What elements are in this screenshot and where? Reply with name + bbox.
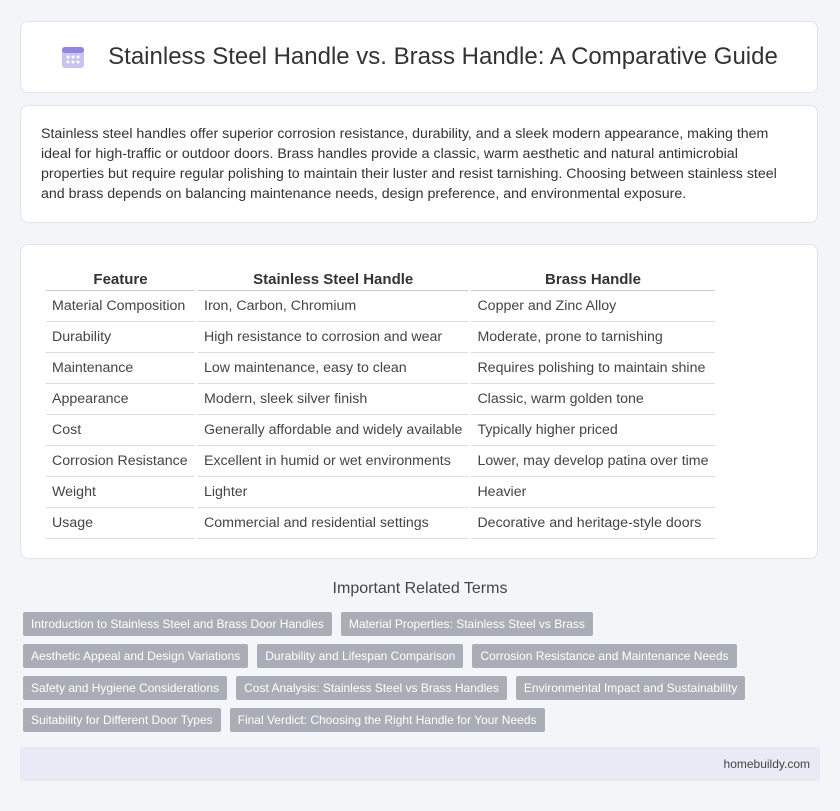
table-row <box>46 322 715 353</box>
table-cell: Commercial and residential settings <box>198 508 468 539</box>
footer-site-link[interactable]: homebuildy.com <box>723 757 810 771</box>
related-term-tag[interactable]: Durability and Lifespan Comparison <box>257 644 463 668</box>
header-feature: Feature <box>46 267 195 291</box>
related-terms-title: Important Related Terms <box>332 580 508 597</box>
table-row <box>46 415 715 446</box>
title-card <box>20 21 818 93</box>
table-cell: Cost <box>46 415 195 446</box>
related-term-tag[interactable]: Suitability for Different Door Types <box>23 708 221 732</box>
table-cell: Usage <box>46 508 195 539</box>
table-cell: Iron, Carbon, Chromium <box>198 291 468 322</box>
table-cell: High resistance to corrosion and wear <box>198 322 468 353</box>
table-cell: Appearance <box>46 384 195 415</box>
table-cell: Generally affordable and widely available <box>198 415 468 446</box>
header-brass: Brass Handle <box>471 267 714 291</box>
table-row <box>46 508 715 539</box>
table-cell: Lighter <box>198 477 468 508</box>
table-cell: Excellent in humid or wet environments <box>198 446 468 477</box>
table-row <box>46 353 715 384</box>
table-cell: Classic, warm golden tone <box>471 384 714 415</box>
related-term-tag[interactable]: Material Properties: Stainless Steel vs Brass <box>341 612 593 636</box>
comparison-card <box>20 244 818 559</box>
table-cell: Corrosion Resistance <box>46 446 195 477</box>
table-cell: Heavier <box>471 477 714 508</box>
calendar-icon <box>60 44 86 70</box>
table-row <box>46 477 715 508</box>
related-terms-list <box>23 612 823 732</box>
related-term-tag[interactable]: Cost Analysis: Stainless Steel vs Brass Handles <box>236 676 507 700</box>
intro-text: Stainless steel handles offer superior corrosion resistance, durability, and a sleek modern appearance, making them ideal for high-traffic or outdoor doors. Brass handles provide a classic, warm aesthetic and natural antimicrobial properties but require regular polishing to maintain their luster and resist tarnishing. Choosing between stainless steel and brass depends on balancing maintenance needs, design preference, and environmental exposure. <box>41 126 777 202</box>
table-cell: Decorative and heritage-style doors <box>471 508 714 539</box>
table-row <box>46 446 715 477</box>
related-term-tag[interactable]: Aesthetic Appeal and Design Variations <box>23 644 248 668</box>
related-term-tag[interactable]: Safety and Hygiene Considerations <box>23 676 227 700</box>
table-cell: Material Composition <box>46 291 195 322</box>
table-cell: Typically higher priced <box>471 415 714 446</box>
table-cell: Weight <box>46 477 195 508</box>
intro-card <box>20 105 818 223</box>
title-wrap <box>21 22 817 92</box>
related-term-tag[interactable]: Final Verdict: Choosing the Right Handle for Your Needs <box>230 708 545 732</box>
table-cell: Moderate, prone to tarnishing <box>471 322 714 353</box>
table-row <box>46 291 715 322</box>
related-term-tag[interactable]: Environmental Impact and Sustainability <box>516 676 745 700</box>
table-cell: Maintenance <box>46 353 195 384</box>
header-stainless: Stainless Steel Handle <box>198 267 468 291</box>
table-cell: Low maintenance, easy to clean <box>198 353 468 384</box>
table-header-row <box>46 267 715 291</box>
table-cell: Lower, may develop patina over time <box>471 446 714 477</box>
related-term-tag[interactable]: Introduction to Stainless Steel and Brass Door Handles <box>23 612 332 636</box>
table-cell: Copper and Zinc Alloy <box>471 291 714 322</box>
table-row <box>46 384 715 415</box>
related-term-tag[interactable]: Corrosion Resistance and Maintenance Needs <box>472 644 736 668</box>
table-cell: Requires polishing to maintain shine <box>471 353 714 384</box>
table-cell: Modern, sleek silver finish <box>198 384 468 415</box>
page-title: Stainless Steel Handle vs. Brass Handle: A Comparative Guide <box>108 43 778 70</box>
footer <box>20 747 820 781</box>
table-cell: Durability <box>46 322 195 353</box>
comparison-table <box>43 267 718 539</box>
